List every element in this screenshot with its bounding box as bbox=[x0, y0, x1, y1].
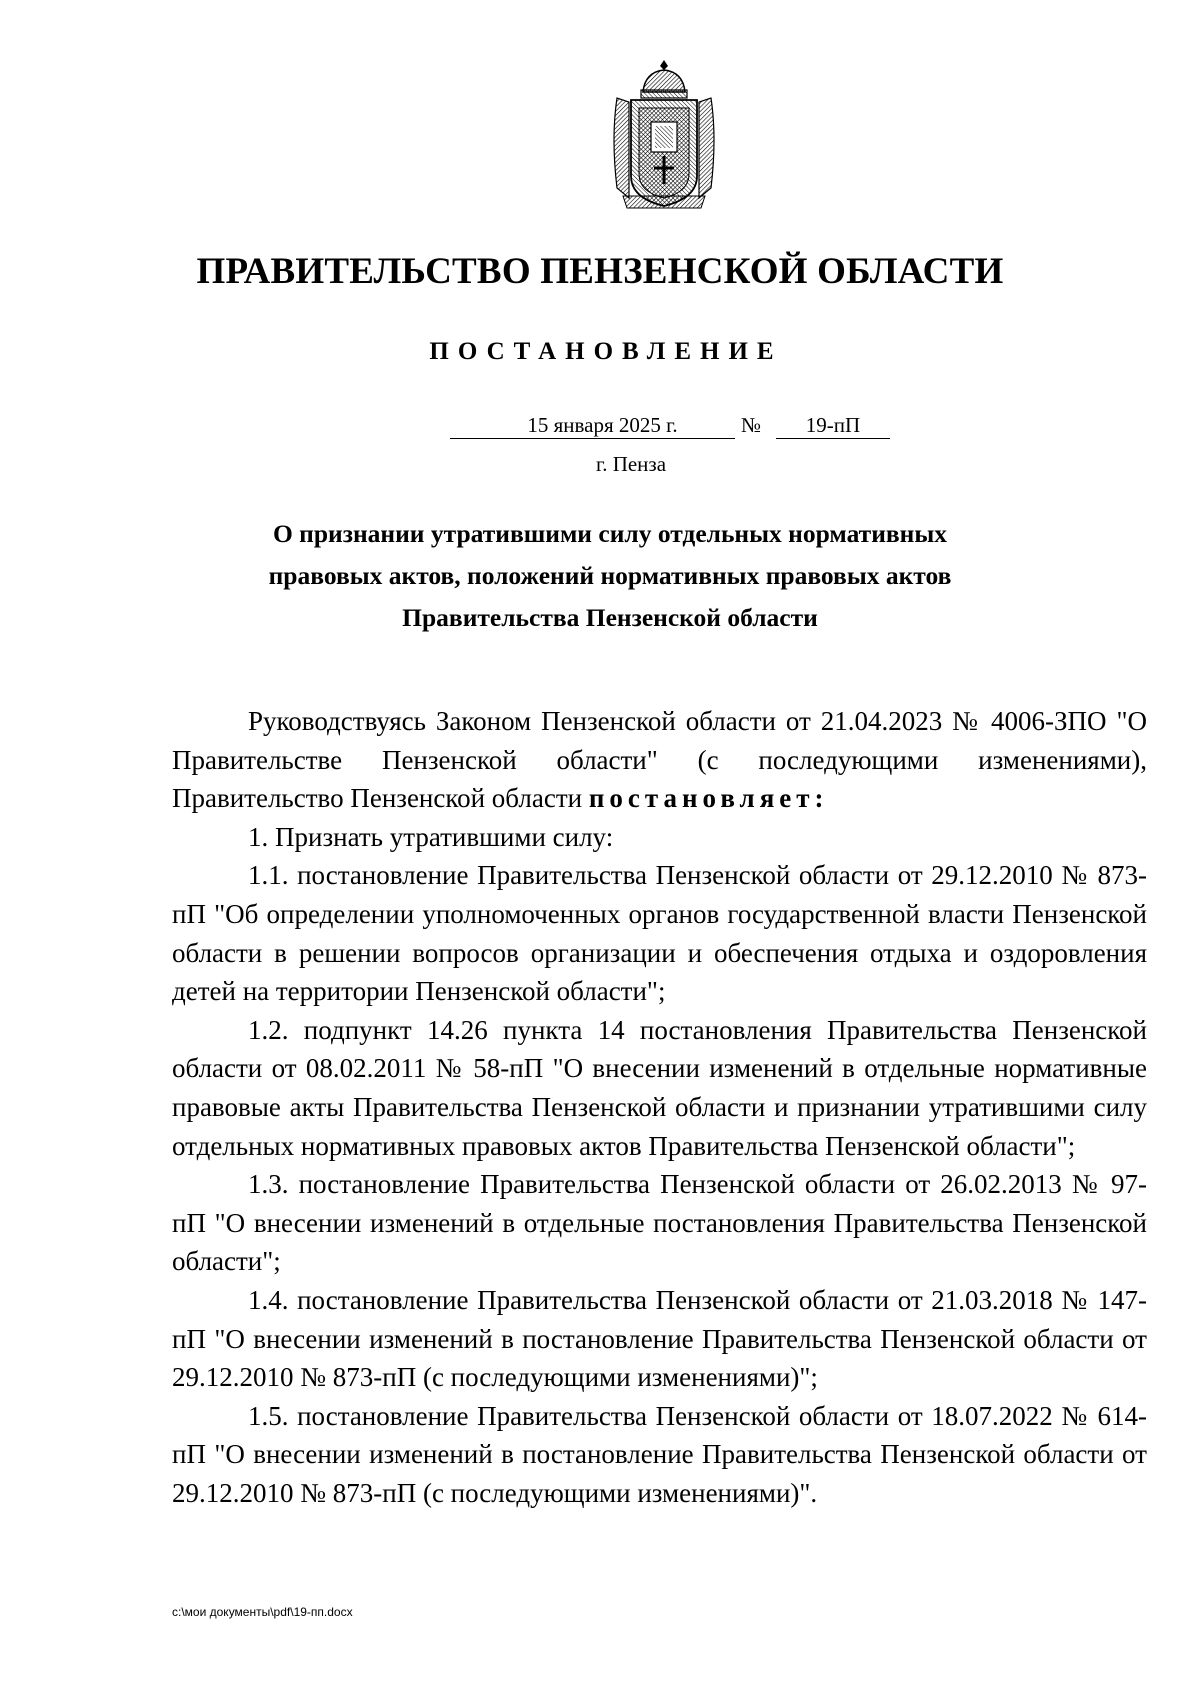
document-number: 19-пП bbox=[776, 412, 890, 439]
document-heading bbox=[170, 513, 1050, 639]
footer-file-path: c:\мои документы\pdf\19-пп.docx bbox=[172, 1605, 353, 1619]
item-1-5: 1.5. постановление Правительства Пензенской области от 18.07.2022 № 614-пП "О внесении изменений в постановление Правительства Пензенской области от 29.12.2010 № 873-пП (с последующими изменениями)". bbox=[172, 1400, 1147, 1508]
preamble-paragraph bbox=[172, 702, 1147, 818]
item-1-1: 1.1. постановление Правительства Пензенской области от 29.12.2010 № 873-пП "Об определении уполномоченных органов государственной власти Пензенской области в решении вопросов организации и обеспечения отдыха и оздоровления детей на территории Пензенской области"; bbox=[172, 860, 1147, 1007]
document-date: 15 января 2025 г. bbox=[450, 412, 735, 439]
preamble-text: Руководствуясь Законом Пензенской области от 21.04.2023 № 4006-ЗПО "О Правительстве Пензенской области" (с последующими изменениями), Правительство Пензенской области bbox=[172, 706, 1147, 814]
document-body bbox=[172, 702, 1147, 1512]
heading-line: правовых актов, положений нормативных правовых актов bbox=[268, 561, 952, 590]
number-sign: № bbox=[741, 413, 762, 437]
item-1: 1. Признать утратившими силу: bbox=[248, 821, 614, 852]
document-city: г. Пенза bbox=[595, 452, 667, 476]
government-title: ПРАВИТЕЛЬСТВО ПЕНЗЕНСКОЙ ОБЛАСТИ bbox=[196, 251, 1004, 292]
coat-of-arms-icon bbox=[609, 58, 719, 210]
item-1-4: 1.4. постановление Правительства Пензенской области от 21.03.2018 № 147-пП "О внесении изменений в постановление Правительства Пензенской области от 29.12.2010 № 873-пП (с последующими изменениями)"; bbox=[172, 1284, 1147, 1393]
item-1-2: 1.2. подпункт 14.26 пункта 14 постановления Правительства Пензенской области от 08.02.2011 № 58-пП "О внесении изменений в отдельные нормативные правовые акты Правительства Пензенской области и признании утратившими силу отдельных нормативных правовых актов Правительства Пензенской области"; bbox=[172, 1014, 1147, 1161]
heading-line: О признании утратившими силу отдельных нормативных bbox=[272, 519, 948, 548]
item-1-3: 1.3. постановление Правительства Пензенской области от 26.02.2013 № 97-пП "О внесении изменений в отдельные постановления Правительства Пензенской области"; bbox=[172, 1169, 1147, 1277]
document-type: ПОСТАНОВЛЕНИЕ bbox=[429, 338, 783, 365]
resolves-word: постановляет: bbox=[588, 783, 829, 814]
heading-line: Правительства Пензенской области bbox=[402, 603, 818, 632]
